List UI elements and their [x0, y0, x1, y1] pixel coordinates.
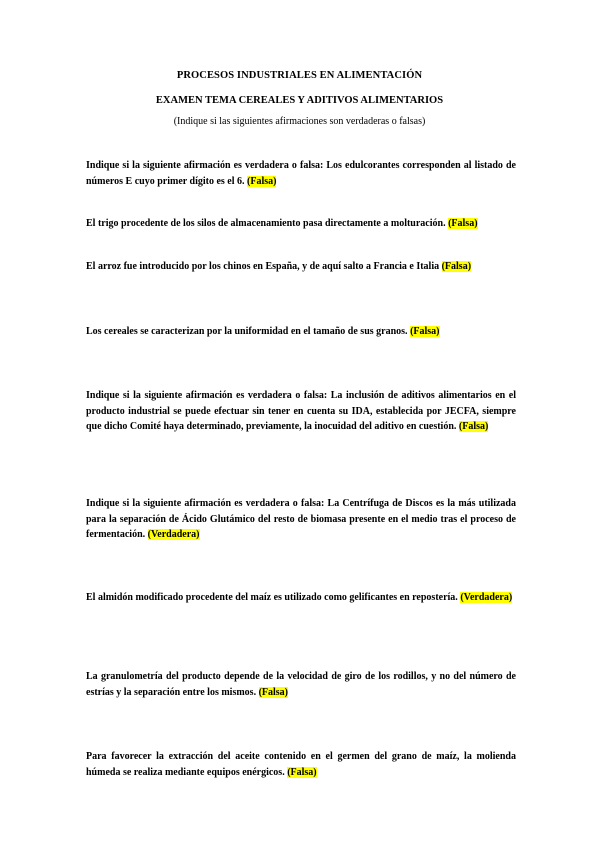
exam-subtitle: EXAMEN TEMA CEREALES Y ADITIVOS ALIMENTARIOS	[155, 95, 444, 106]
question-text: El arroz fue introducido por los chinos en España, y de aquí salto a Francia e Italia	[86, 261, 440, 272]
question-text: Para favorecer la extracción del aceite contenido en el germen del grano de maíz, la molienda húmeda se realiza mediante equipos enérgicos.	[86, 751, 516, 778]
answer-badge: (Falsa)	[258, 686, 289, 698]
answer-badge: (Verdadera)	[147, 529, 200, 540]
answer-badge: (Falsa)	[247, 175, 277, 187]
question-8	[86, 669, 516, 700]
answer-badge: (Falsa)	[441, 261, 472, 272]
question-text: La granulometría del producto depende de la velocidad de giro de los rodillos, y no del número de estrías y la separación entre los mismos.	[86, 671, 516, 698]
question-4	[86, 324, 516, 340]
answer-badge: (Verdadera)	[460, 592, 513, 603]
question-1	[86, 158, 516, 189]
question-text: El almidón modificado procedente del maíz es utilizado como gelificantes en repostería.	[86, 592, 458, 603]
question-3	[86, 259, 516, 275]
question-2	[86, 216, 516, 232]
answer-badge: (Falsa)	[458, 421, 489, 432]
question-7	[86, 590, 516, 606]
question-text: Indique si la siguiente afirmación es verdadera o falsa: La inclusión de aditivos alimentarios en el producto industrial se puede efectuar sin tener en cuenta su IDA, establecida por JECFA, siempre que dicho Comité haya determinado, previamente, la inocuidad del aditivo en cuestión.	[86, 390, 516, 432]
answer-badge: (Falsa)	[410, 326, 440, 337]
question-text: Los cereales se caracterizan por la uniformidad en el tamaño de sus granos.	[86, 326, 408, 337]
question-9	[86, 749, 516, 780]
question-text: Indique si la siguiente afirmación es verdadera o falsa: Los edulcorantes corresponden al listado de números E cuyo primer dígito es el 6.	[86, 160, 516, 187]
document-title: PROCESOS INDUSTRIALES EN ALIMENTACIÓN	[176, 70, 423, 81]
question-5	[86, 388, 516, 435]
instructions: (Indique si las siguientes afirmaciones son verdaderas o falsas)	[173, 116, 426, 127]
answer-badge: (Falsa)	[448, 218, 478, 229]
question-6	[86, 496, 516, 543]
question-text: Indique si la siguiente afirmación es verdadera o falsa: La Centrífuga de Discos es la más utilizada para la separación de Ácido Glutámico del resto de biomasa presente en el medio tras el proceso de fermentación.	[86, 498, 516, 540]
question-text: El trigo procedente de los silos de almacenamiento pasa directamente a molturación.	[86, 218, 446, 229]
answer-badge: (Falsa)	[287, 766, 317, 778]
